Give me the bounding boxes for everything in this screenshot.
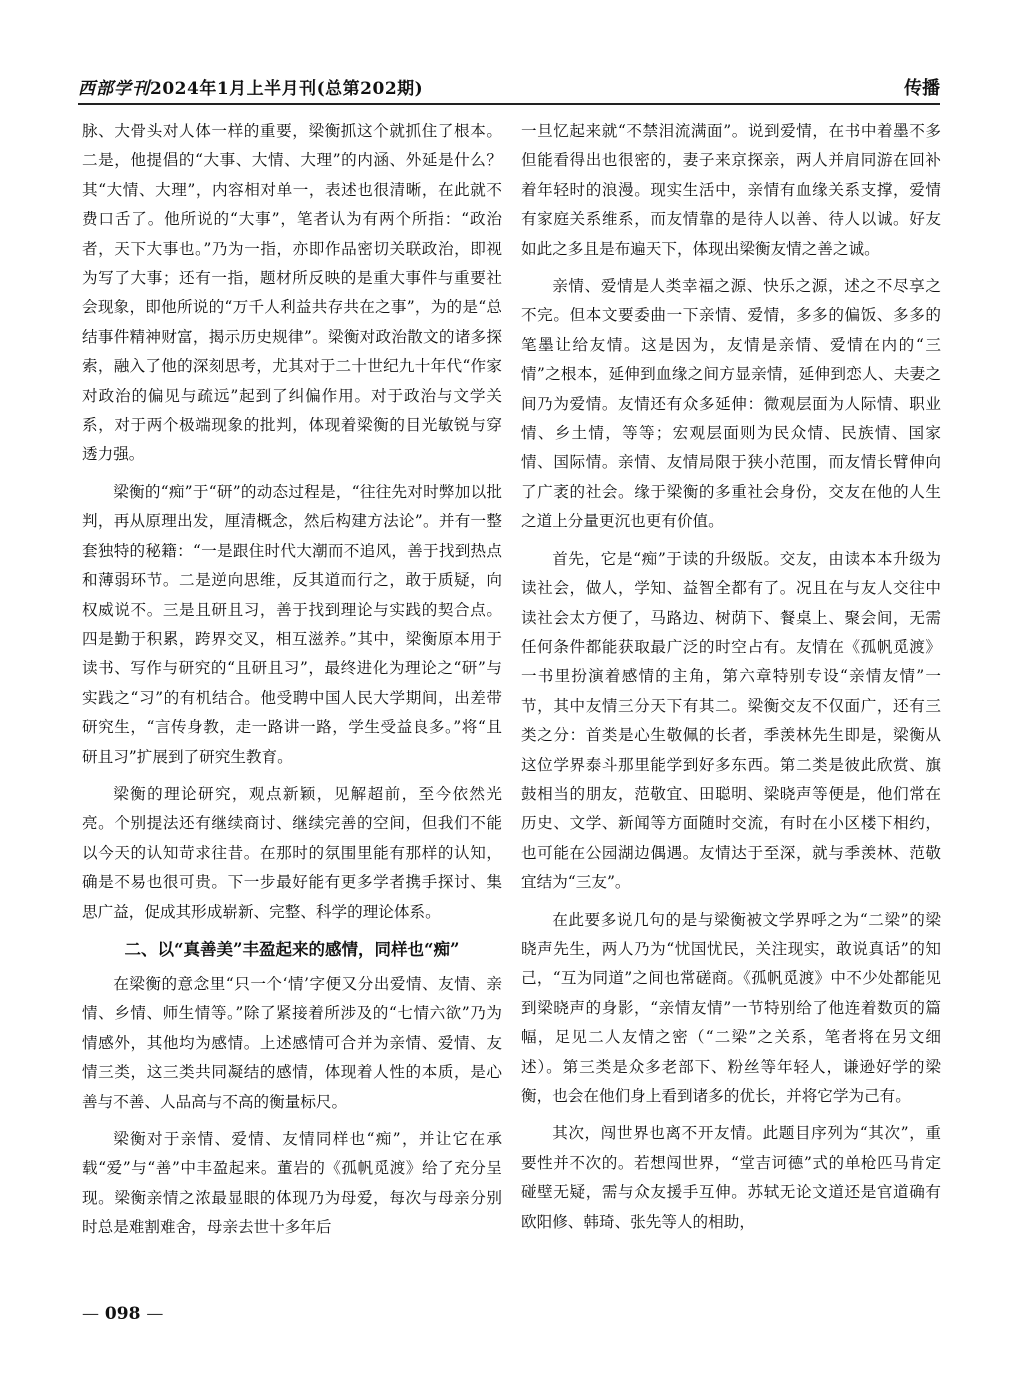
paragraph: 首先，它是“痴”于读的升级版。交友，由读本本升级为读社会，做人，学知、益智全都有了。况且在与友人交往中读社会太方便了，马路边、树荫下、餐桌上、聚会间，无需任何条件都能获取最广泛的时空占有。友情在《孤帆觅渡》一书里扮演着感情的主角，第六章特别专设“亲情友情”一节，其中友情三分天下有其二。梁衡交友不仅面广，还有三类之分：首类是心生敬佩的长者，季羡林先生即是，梁衡从这位学界泰斗那里能学到好多东西。第二类是彼此欣赏、旗鼓相当的朋友，范敬宜、田聪明、梁晓声等便是，他们常在历史、文学、新闻等方面随时交流，有时在小区楼下相约，也可能在公园湖边偶遇。友情达于至深，就与季羡林、范敬宜结为“三友”。 [521, 549, 941, 892]
paragraph: 梁衡的理论研究，观点新颖，见解超前，至今依然光亮。个别提法还有继续商讨、继续完善的空间，但我们不能以今天的认知苛求往昔。在那时的氛围里能有那样的认知，确是不易也很可贵。下一步最好能有更多学者携手探讨、集思广益，促成其形成崭新、完整、科学的理论体系。 [82, 784, 502, 921]
running-header [78, 72, 948, 102]
right-column [521, 117, 941, 1245]
paragraph: 在梁衡的意念里“只一个‘情’字便又分出爱情、友情、亲情、乡情、师生情等。”除了紧接着所涉及的“七情六欲”乃为情感外，其他均为感情。上述感情可合并为亲情、爱情、友情三类，这三类共同凝结的感情，体现着人性的本质，是心善与不善、人品高与不高的衡量标尺。 [82, 974, 502, 1111]
paragraph: 脉、大骨头对人体一样的重要，梁衡抓这个就抓住了根本。二是，他提倡的“大事、大情、大理”的内涵、外延是什么？其“大情、大理”，内容相对单一，表述也很清晰，在此就不费口舌了。他所说的“大事”，笔者认为有两个所指：“政治者，天下大事也。”乃为一指，亦即作品密切关联政治，即视为写了大事；还有一指，题材所反映的是重大事件与重要社会现象，即他所说的“万千人利益共存共在之事”，为的是“总结事件精神财富，揭示历史规律”。梁衡对政治散文的诸多探索，融入了他的深刻思考，尤其对于二十世纪九十年代“作家对政治的偏见与疏远”起到了纠偏作用。对于政治与文学关系，对于两个极端现象的批判，体现着梁衡的目光敏锐与穿透力强。 [82, 122, 502, 464]
footer-dash-left: — [82, 1304, 99, 1324]
paragraph: 在此要多说几句的是与梁衡被文学界呼之为“二梁”的梁晓声先生，两人乃为“忧国忧民，关注现实，敢说真话”的知己，“互为同道”之间也常磋商。《孤帆觅渡》中不少处都能见到梁晓声的身影，“亲情友情”一节特别给了他连着数页的篇幅，足见二人友情之密（“二梁”之关系，笔者将在另文细述）。第三类是众多老部下、粉丝等年轻人，谦逊好学的梁衡，也会在他们身上看到诸多的优长，并将它学为己有。 [521, 910, 941, 1105]
paragraph: 亲情、爱情是人类幸福之源、快乐之源，述之不尽享之不完。但本文要委曲一下亲情、爱情，多多的偏饭、多多的笔墨让给友情。这是因为，友情是亲情、爱情在内的“三情”之根本，延伸到血缘之间方显亲情，延伸到恋人、夫妻之间乃为爱情。友情还有众多延伸：微观层面为人际情、职业情、乡土情，等等；宏观层面则为民众情、民族情、国家情、国际情。亲情、友情局限于狭小范围，而友情长臂伸向了广袤的社会。缘于梁衡的多重社会身份，交友在他的人生之道上分量更沉也更有价值。 [521, 277, 941, 531]
page-number: 098 [104, 1304, 141, 1324]
journal-name: 西部学刊 [78, 79, 150, 99]
journal-issue: 2024年1月上半月刊(总第202期) [150, 79, 424, 99]
page-footer [82, 1304, 163, 1324]
journal-info [78, 74, 423, 99]
section-name: 传播 [904, 78, 940, 99]
paragraph: 其次，闯世界也离不开友情。此题目序列为“其次”，重要性并不次的。若想闯世界，“堂吉诃德”式的单枪匹马肯定碰壁无疑，需与众友援手互伸。苏轼无论文道还是官道确有欧阳修、韩琦、张先等人的相助， [521, 1124, 941, 1231]
paragraph: 一旦忆起来就“不禁泪流满面”。说到爱情，在书中着墨不多但能看得出也很密的，妻子来京探亲，两人并肩同游在回补着年轻时的浪漫。现实生活中，亲情有血缘关系支撑，爱情有家庭关系维系，而友情靠的是待人以善、待人以诚。好友如此之多且是布遍天下，体现出梁衡友情之善之诚。 [521, 122, 941, 258]
section-heading: 二、以“真善美”丰盈起来的感情，同样也“痴” [124, 939, 460, 959]
header-rule [78, 103, 940, 105]
paragraph: 梁衡的“痴”于“研”的动态过程是，“往往先对时弊加以批判，再从原理出发，厘清概念，然后构建方法论”。并有一整套独特的秘籍：“一是跟住时代大潮而不追风，善于找到热点和薄弱环节。二是逆向思维，反其道而行之，敢于质疑，向权威说不。三是且研且习，善于找到理论与实践的契合点。四是勤于积累，跨界交叉，相互滋养。”其中，梁衡原本用于读书、写作与研究的“且研且习”，最终进化为理论之“研”与实践之“习”的有机结合。他受聘中国人民大学期间，出差带研究生，“言传身教，走一路讲一路，学生受益良多。”将“且研且习”扩展到了研究生教育。 [82, 482, 502, 766]
left-column [82, 117, 502, 1251]
footer-dash-right: — [146, 1304, 164, 1324]
paragraph: 梁衡对于亲情、爱情、友情同样也“痴”，并让它在承载“爱”与“善”中丰盈起来。董岩的《孤帆觅渡》给了充分呈现。梁衡亲情之浓最显眼的体现乃为母爱，每次与母亲分别时总是难割难舍，母亲去世十多年后 [82, 1130, 502, 1237]
